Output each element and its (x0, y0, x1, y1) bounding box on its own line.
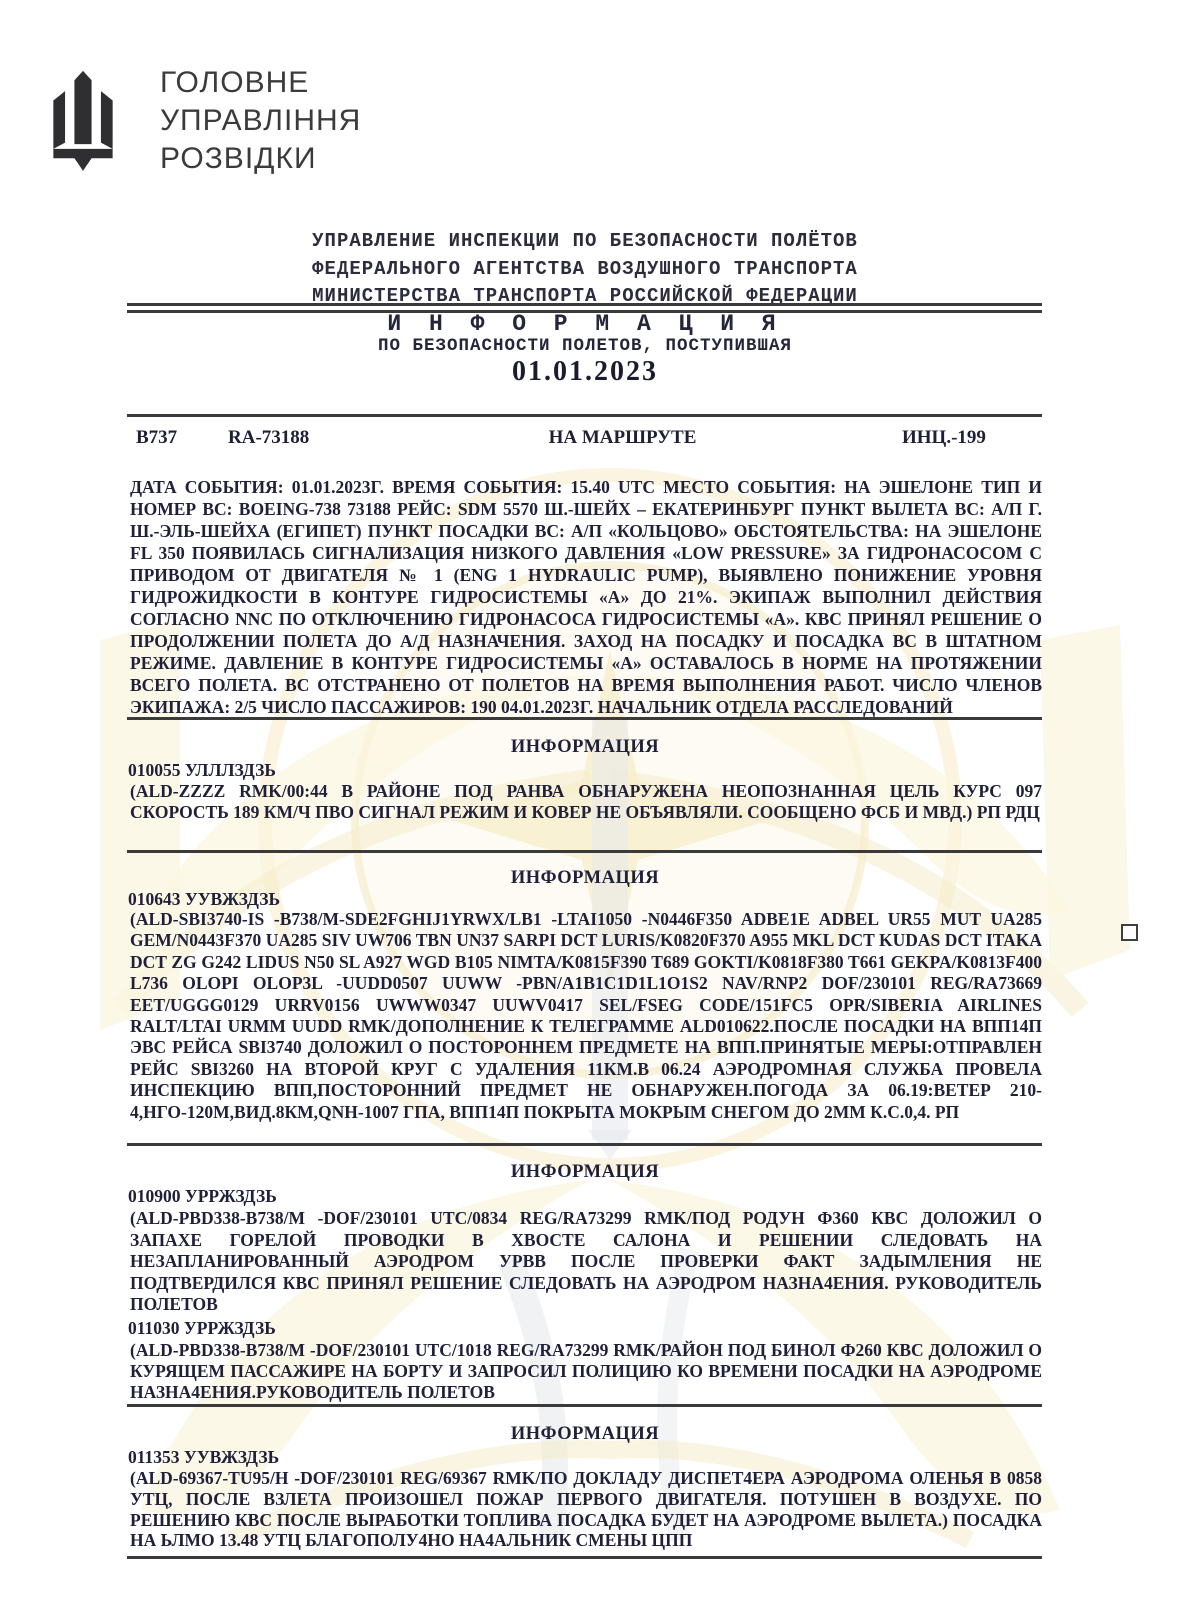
divider-rule (127, 1143, 1042, 1146)
org-line-3: МИНИСТЕРСТВА ТРАНСПОРТА РОССИЙСКОЙ ФЕДЕРАЦИИ (312, 285, 858, 307)
gur-trident-logo-icon (44, 55, 122, 185)
telegram-text: (ALD-PBD338-B738/M -DOF/230101 UTC/0834 REG/RA73299 RMK/ПОД РОДУН Ф360 КВС ДОЛОЖИЛ О ЗАПАХЕ ГОРЕЛОЙ ПРОВОДКИ В ХВОСТЕ САЛОНА И РЕШЕНИИ СЛЕДОВАТЬ НА НЕЗАПЛАНИРОВАННЫЙ АЭРОДРОМ УРВВ ПОСЛЕ ПРОВЕРКИ ФАКТ ЗАДЫМЛЕНИЯ НЕ ПОДТВЕРДИЛСЯ КВС ПРИНЯЛ РЕШЕНИЕ СЛЕДОВАТЬ НА АЭРОДРОМ НАЗНА4ЕНИЯ. РУКОВОДИТЕЛЬ ПОЛЕТОВ (130, 1208, 1042, 1314)
incident-number: ИНЦ.-199 (902, 427, 986, 448)
telegram-text: (ALD-PBD338-B738/M -DOF/230101 UTC/1018 REG/RA73299 RMK/РАЙОН ПОД БИНОЛ Ф260 КВС ДОЛОЖИЛ О КУРЯЩЕМ ПАССАЖИРЕ НА БОРТУ И ЗАПРОСИЛ ПОЛИЦИЮ КО ВРЕМЕНИ ПОСАДКИ НА АЭРОДРОМЕ НАЗНА4ЕНИЯ.РУКОВОДИТЕЛЬ ПОЛЕТОВ (130, 1340, 1042, 1402)
org-line-2: ФЕДЕРАЛЬНОГО АГЕНТСТВА ВОЗДУШНОГО ТРАНСПОРТА (312, 257, 858, 280)
masthead-line-2: УПРАВЛІННЯ (160, 104, 362, 137)
section-heading: ИНФОРМАЦИЯ (510, 737, 660, 757)
masthead-agency-name (160, 64, 361, 178)
document-date: 01.01.2023 (512, 356, 658, 387)
section-heading: ИНФОРМАЦИЯ (510, 868, 660, 888)
divider-rule (127, 1556, 1042, 1559)
divider-rule (127, 717, 1042, 720)
telegram-code: 010055 УЛЛЛЗДЗЬ (128, 760, 276, 780)
incident-header-row (128, 427, 1042, 449)
document-title: И Н Ф О Р М А Ц И Я (387, 311, 783, 337)
divider-rule (127, 1404, 1042, 1407)
unknown-glyph-box (1121, 924, 1138, 941)
telegram-code: 010900 УРРЖЗДЗЬ (128, 1186, 277, 1206)
masthead-line-3: РОЗВІДКИ (160, 142, 317, 175)
section-heading: ИНФОРМАЦИЯ (510, 1162, 660, 1182)
issuing-organization (128, 228, 1042, 311)
masthead-line-1: ГОЛОВНЕ (160, 66, 310, 99)
telegram-text: (ALD-SBI3740-IS -B738/M-SDE2FGHIJ1YRWX/LB1 -LTAI1050 -N0446F350 ADBE1E ADBEL UR55 MUT UA285 GEM/N0443F370 UA285 SIV UW706 TBN UN37 SARPI DCT LURIS/K0820F370 A955 MKL DCT KUDAS DCT ITAKA DCT ZG G242 LIDUS N50 SL A927 WGD B105 NIMTA/K0815F390 T689 GOKTI/K0818F380 T661 GEKPA/K0813F400 L736 OLOPI OLOP3L -UUDD0507 UUWW -PBN/A1B1C1D1L1O1S2 NAV/RNP2 DOF/230101 REG/RA73669 EET/UGGG0129 URRV0156 UWWW0347 UUWV0417 SEL/FSEG CODE/151FC5 OPR/SIBERIA AIRLINES RALT/LTAI URMM UUDD RMK/ДОПОЛНЕНИЕ К ТЕЛЕГРАММЕ ALD010622.ПОСЛЕ ПОСАДКИ НА ВПП14П ЭВС РЕЙСА SBI3740 ДОЛОЖИЛ О ПОСТОРОННЕМ ПРЕДМЕТЕ НА ВПП.ПРИНЯТЫЕ МЕРЫ:ОТПРАВЛЕН РЕЙС SBI3260 НА ВТОРОЙ КРУГ С УДАЛЕНИЯ 11КМ.В 06.24 АЭРОДРОМНАЯ СЛУЖБА ПРОВЕЛА ИНСПЕКЦИЮ ВПП,ПОСТОРОННИЙ ПРЕДМЕТ НЕ ОБНАРУЖЕН.ПОГОДА ЗА 06.19:ВЕТЕР 210-4,НГО-120М,ВИД.8КМ,QNH-1007 ГПА, ВПП14П ПОКРЫТА МОКРЫМ СНЕГОМ ДО 2ММ К.С.0,4. РП (130, 909, 1042, 1122)
telegram-code: 011030 УРРЖЗДЗЬ (128, 1318, 276, 1338)
aircraft-registration: RA-73188 (228, 427, 310, 448)
telegram-code: 011353 УУВЖЗДЗЬ (128, 1447, 280, 1467)
divider-rule (127, 414, 1042, 417)
flight-phase: НА МАРШРУТЕ (548, 427, 697, 448)
divider-rule (127, 850, 1042, 853)
aircraft-type: B737 (136, 427, 178, 448)
section-heading: ИНФОРМАЦИЯ (510, 1424, 660, 1444)
telegram-text: (ALD-ZZZZ RMK/00:44 В РАЙОНЕ ПОД РАНВА ОБНАРУЖЕНА НЕОПОЗНАННАЯ ЦЕЛЬ КУРС 097 СКОРОСТЬ 189 КМ/Ч ПВО СИГНАЛ РЕЖИМ И КОВЕР НЕ ОБЪЯВЛЯЛИ. СООБЩЕНО ФСБ И МВД.) РП РДЦ (130, 781, 1042, 822)
incident-summary-paragraph: ДАТА СОБЫТИЯ: 01.01.2023Г. ВРЕМЯ СОБЫТИЯ: 15.40 UTC МЕСТО СОБЫТИЯ: НА ЭШЕЛОНЕ ТИП И НОМЕР ВС: BOEING-738 73188 РЕЙС: SDM 5570 Ш.-ШЕЙХ – ЕКАТЕРИНБУРГ ПУНКТ ВЫЛЕТА ВС: А/П Г. Ш.-ЭЛЬ-ШЕЙХА (ЕГИПЕТ) ПУНКТ ПОСАДКИ ВС: А/П «КОЛЬЦОВО» ОБСТОЯТЕЛЬСТВА: НА ЭШЕЛОНЕ FL 350 ПОЯВИЛАСЬ СИГНАЛИЗАЦИЯ НИЗКОГО ДАВЛЕНИЯ «LOW PRESSURE» ЗА ГИДРОНАСОСОМ С ПРИВОДОМ ОТ ДВИГАТЕЛЯ № 1 (ENG 1 HYDRAULIC PUMP), ВЫЯВЛЕНО ПОНИЖЕНИЕ УРОВНЯ ГИДРОЖИДКОСТИ В КОНТУРЕ ГИДРОСИСТЕМЫ «А» ДО 21%. ЭКИПАЖ ВЫПОЛНИЛ ДЕЙСТВИЯ СОГЛАСНО NNC ПО ОТКЛЮЧЕНИЮ ГИДРОНАСОСА ГИДРОСИСТЕМЫ «А». КВС ПРИНЯЛ РЕШЕНИЕ О ПРОДОЛЖЕНИИ ПОЛЕТА ДО А/Д НАЗНАЧЕНИЯ. ЗАХОД НА ПОСАДКУ И ПОСАДКА ВС В ШТАТНОМ РЕЖИМЕ. ДАВЛЕНИЕ В КОНТУРЕ ГИДРОСИСТЕМЫ «А» ОСТАВАЛОСЬ В НОРМЕ НА ПРОТЯЖЕНИИ ВСЕГО ПОЛЕТА. ВС ОТСТРАНЕНО ОТ ПОЛЕТОВ НА ВРЕМЯ ВЫПОЛНЕНИЯ РАБОТ. ЧИСЛО ЧЛЕНОВ ЭКИПАЖА: 2/5 ЧИСЛО ПАССАЖИРОВ: 190 04.01.2023Г. НАЧАЛЬНИК ОТДЕЛА РАССЛЕДОВАНИЙ (130, 477, 1042, 717)
document-subtitle: ПО БЕЗОПАСНОСТИ ПОЛЕТОВ, ПОСТУПИВШАЯ (377, 336, 793, 356)
telegram-text: (ALD-69367-TU95/H -DOF/230101 REG/69367 RMK/ПО ДОКЛАДУ ДИСПЕТ4ЕРА АЭРОДРОМА ОЛЕНЬЯ В 0858 УТЦ, ПОСЛЕ ВЗЛЕТА ПРОИЗОШЕЛ ПОЖАР ПЕРВОГО ДВИГАТЕЛЯ. ПОТУШЕН В ВОЗДУХЕ. ПО РЕШЕНИЮ КВС ПОСЛЕ ВЫРАБОТКИ ТОПЛИВА ПОСАДКА БУДЕТ НА АЭРОДРОМЕ ВЫЛЕТА.) ПОСАДКА НА ЬЛМО 13.48 УТЦ БЛАГОПОЛУ4НО НА4АЛЬНИК СМЕНЫ ЦПП (130, 1468, 1042, 1551)
telegram-code: 010643 УУВЖЗДЗЬ (128, 889, 281, 909)
org-line-1: УПРАВЛЕНИЕ ИНСПЕКЦИИ ПО БЕЗОПАСНОСТИ ПОЛЁТОВ (312, 230, 858, 252)
